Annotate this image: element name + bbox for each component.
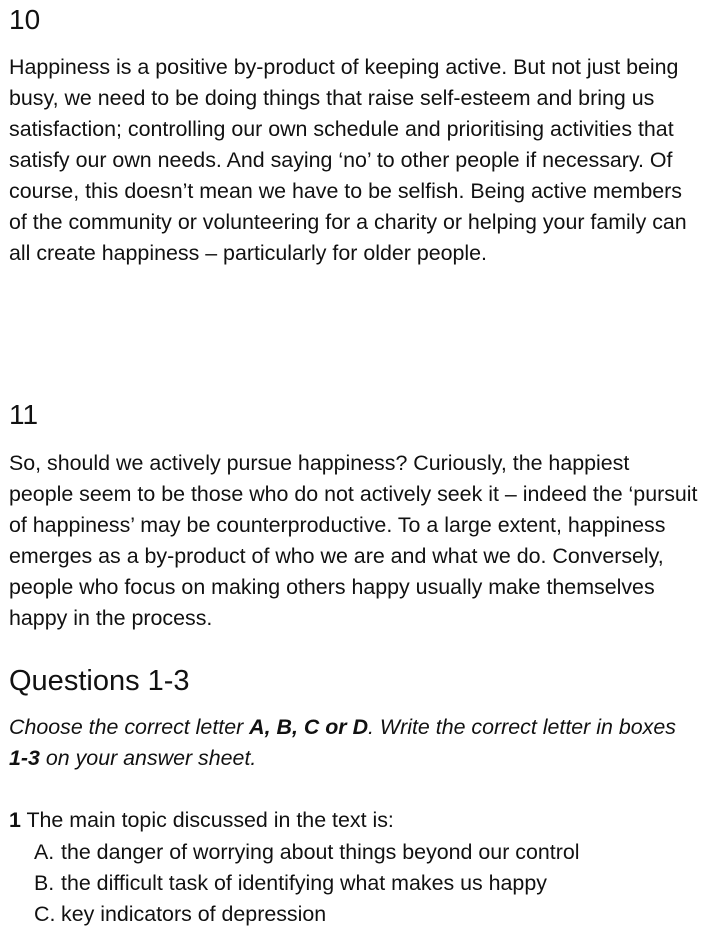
section-11-paragraph: So, should we actively pursue happiness? Curiously, the happiest people seem to be those who do not actively seek it – indeed the ‘pursuit of happiness’ may be counterproductive. To a large extent, happiness emerges as a by-product of who we are and what we do. Conversely, people who focus on making others happy usually make themselves happy in the process. bbox=[9, 451, 698, 630]
option-b-letter: B. bbox=[34, 871, 55, 895]
option-b bbox=[34, 868, 579, 899]
option-c-text: key indicators of depression bbox=[61, 902, 327, 926]
answer-options bbox=[34, 837, 579, 930]
option-a-letter: A. bbox=[34, 840, 55, 864]
instructions-part3: on your answer sheet. bbox=[39, 746, 257, 770]
instructions-range: 1-3 bbox=[9, 746, 40, 770]
question-1 bbox=[9, 805, 394, 836]
option-a-text: the danger of worrying about things beyond our control bbox=[61, 840, 580, 864]
question-text: The main topic discussed in the text is: bbox=[26, 808, 394, 832]
questions-heading: Questions 1-3 bbox=[9, 665, 190, 697]
section-number-11: 11 bbox=[9, 399, 39, 430]
section-number-10: 10 bbox=[9, 4, 41, 35]
instructions-part2: . Write the correct letter in boxes bbox=[368, 715, 676, 739]
option-b-text: the difficult task of identifying what makes us happy bbox=[61, 871, 547, 895]
option-a bbox=[34, 837, 579, 868]
questions-instructions bbox=[9, 712, 699, 774]
question-number: 1 bbox=[9, 808, 21, 832]
option-c-letter: C. bbox=[34, 902, 56, 926]
instructions-part1: Choose the correct letter bbox=[9, 715, 250, 739]
section-10-paragraph: Happiness is a positive by-product of keeping active. But not just being busy, we need to be doing things that raise self-esteem and bring us satisfaction; controlling our own schedule and prioritising activities that satisfy our own needs. And saying ‘no’ to other people if necessary. Of course, this doesn’t mean we have to be selfish. Being active members of the community or volunteering for a charity or helping your family can all create happiness – particularly for older people. bbox=[9, 55, 687, 265]
option-c bbox=[34, 899, 579, 930]
instructions-letters: A, B, C or D bbox=[249, 715, 369, 739]
